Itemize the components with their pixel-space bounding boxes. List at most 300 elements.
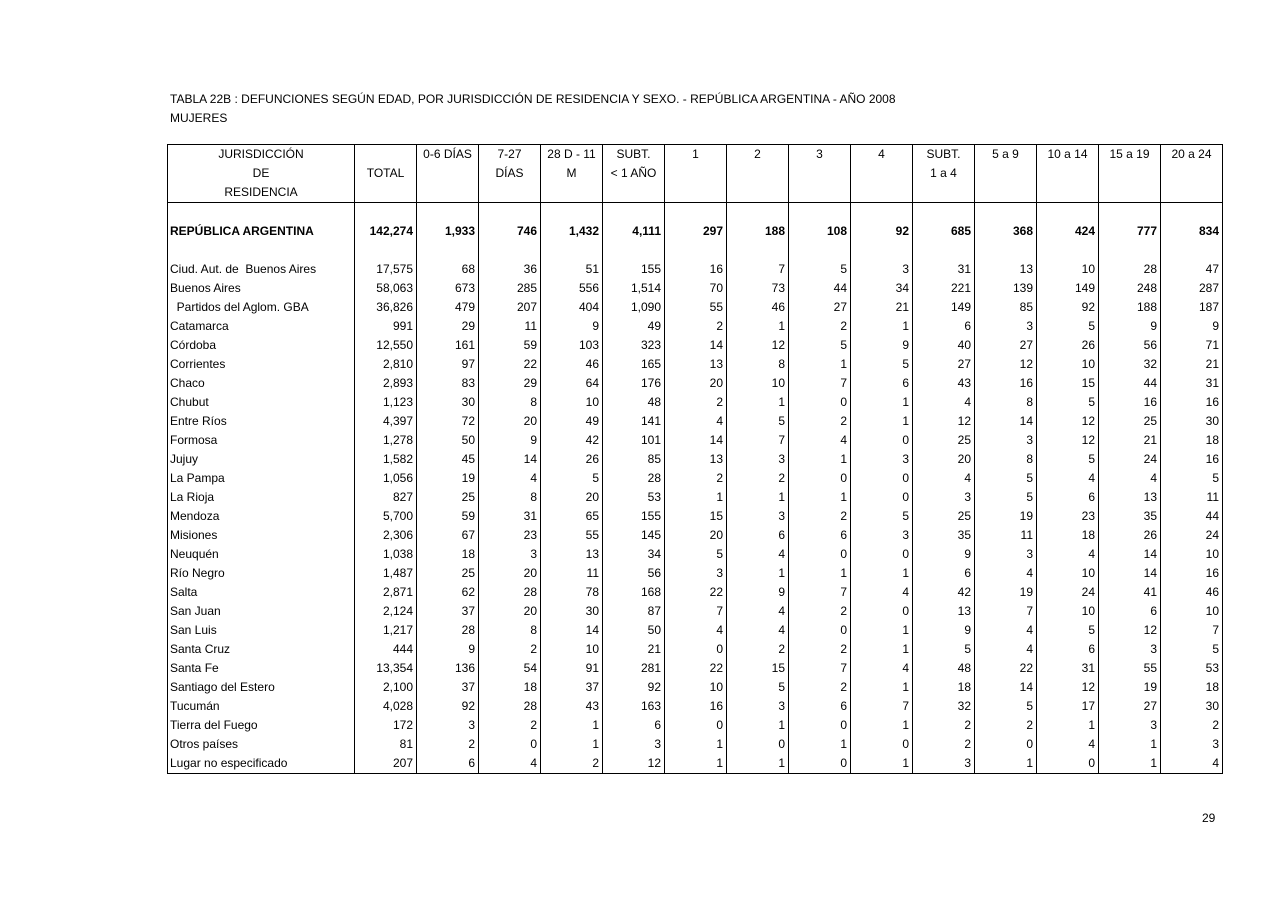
value-cell: 24 xyxy=(1161,526,1223,545)
header-cell: 5 a 9 xyxy=(975,145,1037,165)
value-cell: 4 xyxy=(1037,469,1099,488)
value-cell: 4 xyxy=(479,754,541,774)
deaths-table xyxy=(167,144,1223,774)
jurisdiction-cell: Santa Cruz xyxy=(168,640,355,659)
value-cell: 23 xyxy=(479,526,541,545)
value-cell: 55 xyxy=(1099,659,1161,678)
table-row xyxy=(168,697,1223,716)
spacer-cell xyxy=(851,242,913,260)
value-cell: 1 xyxy=(541,716,603,735)
spacer-cell xyxy=(1037,242,1099,260)
jurisdiction-cell: Corrientes xyxy=(168,355,355,374)
spacer-cell xyxy=(665,242,727,260)
value-cell: 37 xyxy=(417,602,479,621)
value-cell: 31 xyxy=(479,507,541,526)
value-cell: 1 xyxy=(727,488,789,507)
value-cell: 2 xyxy=(789,640,851,659)
value-cell: 15 xyxy=(1037,374,1099,393)
value-cell: 10 xyxy=(1037,564,1099,583)
value-cell: 18 xyxy=(1161,431,1223,450)
value-cell: 19 xyxy=(975,507,1037,526)
header-cell xyxy=(789,164,851,183)
value-cell: 5 xyxy=(975,469,1037,488)
value-cell: 4 xyxy=(913,393,975,412)
value-cell: 10 xyxy=(1161,545,1223,564)
table-row xyxy=(168,488,1223,507)
value-cell: 0 xyxy=(789,393,851,412)
value-cell: 3 xyxy=(1099,640,1161,659)
value-cell: 142,274 xyxy=(355,221,417,242)
value-cell: 7 xyxy=(789,659,851,678)
value-cell: 4 xyxy=(789,431,851,450)
value-cell: 6 xyxy=(913,564,975,583)
value-cell: 92 xyxy=(417,697,479,716)
jurisdiction-cell: Jujuy xyxy=(168,450,355,469)
value-cell: 287 xyxy=(1161,279,1223,298)
value-cell: 21 xyxy=(1099,431,1161,450)
value-cell: 26 xyxy=(1099,526,1161,545)
value-cell: 248 xyxy=(1099,279,1161,298)
value-cell: 59 xyxy=(417,507,479,526)
value-cell: 70 xyxy=(665,279,727,298)
table-row xyxy=(168,431,1223,450)
value-cell: 10 xyxy=(541,393,603,412)
value-cell: 10 xyxy=(727,374,789,393)
value-cell: 20 xyxy=(913,450,975,469)
table-row xyxy=(168,279,1223,298)
jurisdiction-cell: Córdoba xyxy=(168,336,355,355)
value-cell: 6 xyxy=(1037,488,1099,507)
value-cell: 6 xyxy=(727,526,789,545)
value-cell: 58,063 xyxy=(355,279,417,298)
value-cell: 21 xyxy=(603,640,665,659)
value-cell: 49 xyxy=(541,412,603,431)
value-cell: 18 xyxy=(1161,678,1223,697)
value-cell: 3 xyxy=(1099,716,1161,735)
value-cell: 54 xyxy=(479,659,541,678)
value-cell: 2 xyxy=(479,640,541,659)
table-row xyxy=(168,374,1223,393)
value-cell: 4 xyxy=(1037,735,1099,754)
header-cell: M xyxy=(541,164,603,183)
value-cell: 827 xyxy=(355,488,417,507)
value-cell: 47 xyxy=(1161,260,1223,279)
value-cell: 0 xyxy=(975,735,1037,754)
value-cell: 10 xyxy=(665,678,727,697)
value-cell: 9 xyxy=(913,545,975,564)
jurisdiction-cell: La Rioja xyxy=(168,488,355,507)
jurisdiction-cell: San Luis xyxy=(168,621,355,640)
value-cell: 25 xyxy=(417,564,479,583)
value-cell: 1 xyxy=(727,564,789,583)
jurisdiction-cell: Otros países xyxy=(168,735,355,754)
table-row xyxy=(168,526,1223,545)
header-cell xyxy=(417,183,479,203)
value-cell: 8 xyxy=(727,355,789,374)
value-cell: 7 xyxy=(789,374,851,393)
jurisdiction-cell: Ciud. Aut. de Buenos Aires xyxy=(168,260,355,279)
value-cell: 91 xyxy=(541,659,603,678)
value-cell: 444 xyxy=(355,640,417,659)
value-cell: 9 xyxy=(913,621,975,640)
value-cell: 0 xyxy=(851,602,913,621)
value-cell: 9 xyxy=(727,583,789,602)
value-cell: 1,582 xyxy=(355,450,417,469)
table-row xyxy=(168,298,1223,317)
value-cell: 30 xyxy=(417,393,479,412)
value-cell: 0 xyxy=(665,716,727,735)
value-cell: 12,550 xyxy=(355,336,417,355)
value-cell: 68 xyxy=(417,260,479,279)
value-cell: 4 xyxy=(913,469,975,488)
table-row xyxy=(168,507,1223,526)
value-cell: 1 xyxy=(727,393,789,412)
jurisdiction-cell: Tierra del Fuego xyxy=(168,716,355,735)
value-cell: 1 xyxy=(789,564,851,583)
header-cell xyxy=(355,145,417,165)
value-cell: 2,306 xyxy=(355,526,417,545)
jurisdiction-cell: Misiones xyxy=(168,526,355,545)
value-cell: 1 xyxy=(727,317,789,336)
value-cell: 22 xyxy=(479,355,541,374)
value-cell: 2 xyxy=(913,716,975,735)
table-row xyxy=(168,317,1223,336)
table-subtitle: MUJERES xyxy=(170,111,228,125)
value-cell: 16 xyxy=(1161,450,1223,469)
value-cell: 16 xyxy=(1161,564,1223,583)
value-cell: 168 xyxy=(603,583,665,602)
value-cell: 3 xyxy=(975,317,1037,336)
header-cell: 3 xyxy=(789,145,851,165)
value-cell: 2,810 xyxy=(355,355,417,374)
header-cell xyxy=(975,183,1037,203)
table-row xyxy=(168,754,1223,774)
value-cell: 20 xyxy=(479,602,541,621)
value-cell: 3 xyxy=(851,526,913,545)
value-cell: 2 xyxy=(665,317,727,336)
value-cell: 108 xyxy=(789,221,851,242)
value-cell: 1,933 xyxy=(417,221,479,242)
spacer-row xyxy=(168,242,1223,260)
value-cell: 141 xyxy=(603,412,665,431)
value-cell: 30 xyxy=(1161,412,1223,431)
jurisdiction-cell: Buenos Aires xyxy=(168,279,355,298)
value-cell: 1 xyxy=(789,488,851,507)
value-cell: 14 xyxy=(1099,564,1161,583)
value-cell: 19 xyxy=(1099,678,1161,697)
value-cell: 6 xyxy=(913,317,975,336)
value-cell: 1,432 xyxy=(541,221,603,242)
value-cell: 6 xyxy=(1037,640,1099,659)
table-row xyxy=(168,678,1223,697)
value-cell: 1 xyxy=(851,716,913,735)
value-cell: 0 xyxy=(851,488,913,507)
value-cell: 40 xyxy=(913,336,975,355)
value-cell: 26 xyxy=(541,450,603,469)
value-cell: 30 xyxy=(541,602,603,621)
value-cell: 7 xyxy=(727,431,789,450)
value-cell: 10 xyxy=(1037,260,1099,279)
value-cell: 15 xyxy=(665,507,727,526)
value-cell: 2 xyxy=(1161,716,1223,735)
value-cell: 7 xyxy=(1161,621,1223,640)
value-cell: 6 xyxy=(1099,602,1161,621)
value-cell: 3 xyxy=(417,716,479,735)
value-cell: 31 xyxy=(913,260,975,279)
value-cell: 2 xyxy=(479,716,541,735)
value-cell: 5 xyxy=(1037,393,1099,412)
value-cell: 19 xyxy=(417,469,479,488)
value-cell: 1,217 xyxy=(355,621,417,640)
value-cell: 10 xyxy=(541,640,603,659)
table-row xyxy=(168,564,1223,583)
value-cell: 2 xyxy=(789,602,851,621)
value-cell: 65 xyxy=(541,507,603,526)
value-cell: 4 xyxy=(975,564,1037,583)
spacer-cell xyxy=(603,203,665,222)
jurisdiction-cell: Santiago del Estero xyxy=(168,678,355,697)
value-cell: 1 xyxy=(789,355,851,374)
value-cell: 1 xyxy=(665,735,727,754)
value-cell: 5 xyxy=(1037,621,1099,640)
value-cell: 26 xyxy=(1037,336,1099,355)
spacer-cell xyxy=(851,203,913,222)
value-cell: 149 xyxy=(1037,279,1099,298)
spacer-cell xyxy=(168,203,355,222)
header-cell: 7-27 xyxy=(479,145,541,165)
value-cell: 16 xyxy=(1161,393,1223,412)
value-cell: 9 xyxy=(417,640,479,659)
value-cell: 3 xyxy=(665,564,727,583)
value-cell: 1 xyxy=(851,621,913,640)
value-cell: 14 xyxy=(665,431,727,450)
header-cell: 15 a 19 xyxy=(1099,145,1161,165)
value-cell: 73 xyxy=(727,279,789,298)
value-cell: 31 xyxy=(1161,374,1223,393)
header-cell: TOTAL xyxy=(355,164,417,183)
table-row xyxy=(168,545,1223,564)
value-cell: 14 xyxy=(541,621,603,640)
header-cell: RESIDENCIA xyxy=(168,183,355,203)
value-cell: 8 xyxy=(975,450,1037,469)
jurisdiction-cell: REPÚBLICA ARGENTINA xyxy=(168,221,355,242)
value-cell: 4 xyxy=(975,640,1037,659)
value-cell: 0 xyxy=(1037,754,1099,774)
value-cell: 22 xyxy=(665,583,727,602)
value-cell: 5 xyxy=(727,412,789,431)
value-cell: 1 xyxy=(727,754,789,774)
value-cell: 20 xyxy=(479,564,541,583)
value-cell: 2 xyxy=(789,412,851,431)
value-cell: 21 xyxy=(1161,355,1223,374)
value-cell: 0 xyxy=(789,621,851,640)
value-cell: 12 xyxy=(1037,412,1099,431)
value-cell: 7 xyxy=(851,697,913,716)
header-cell xyxy=(1161,164,1223,183)
value-cell: 3 xyxy=(727,697,789,716)
value-cell: 18 xyxy=(913,678,975,697)
value-cell: 188 xyxy=(727,221,789,242)
jurisdiction-cell: La Pampa xyxy=(168,469,355,488)
value-cell: 53 xyxy=(1161,659,1223,678)
value-cell: 8 xyxy=(479,488,541,507)
value-cell: 1 xyxy=(851,754,913,774)
value-cell: 297 xyxy=(665,221,727,242)
value-cell: 13 xyxy=(665,450,727,469)
spacer-cell xyxy=(1161,242,1223,260)
spacer-cell xyxy=(541,203,603,222)
value-cell: 368 xyxy=(975,221,1037,242)
value-cell: 20 xyxy=(541,488,603,507)
table-title-block xyxy=(170,90,896,128)
value-cell: 13,354 xyxy=(355,659,417,678)
value-cell: 14 xyxy=(1099,545,1161,564)
spacer-cell xyxy=(479,242,541,260)
header-cell: 0-6 DÍAS xyxy=(417,145,479,165)
header-cell xyxy=(727,183,789,203)
value-cell: 4 xyxy=(727,621,789,640)
jurisdiction-cell: Partidos del Aglom. GBA xyxy=(168,298,355,317)
value-cell: 3 xyxy=(851,260,913,279)
table-row xyxy=(168,735,1223,754)
value-cell: 13 xyxy=(665,355,727,374)
value-cell: 12 xyxy=(1037,431,1099,450)
spacer-cell xyxy=(417,242,479,260)
value-cell: 4 xyxy=(479,469,541,488)
value-cell: 55 xyxy=(541,526,603,545)
value-cell: 4,397 xyxy=(355,412,417,431)
value-cell: 3 xyxy=(975,545,1037,564)
value-cell: 92 xyxy=(851,221,913,242)
header-cell xyxy=(603,183,665,203)
jurisdiction-cell: Salta xyxy=(168,583,355,602)
value-cell: 13 xyxy=(1099,488,1161,507)
header-cell: < 1 AÑO xyxy=(603,164,665,183)
table-row xyxy=(168,716,1223,735)
value-cell: 6 xyxy=(851,374,913,393)
value-cell: 10 xyxy=(1161,602,1223,621)
value-cell: 1 xyxy=(665,488,727,507)
value-cell: 0 xyxy=(789,754,851,774)
jurisdiction-cell: Catamarca xyxy=(168,317,355,336)
value-cell: 13 xyxy=(913,602,975,621)
value-cell: 834 xyxy=(1161,221,1223,242)
value-cell: 8 xyxy=(975,393,1037,412)
value-cell: 92 xyxy=(1037,298,1099,317)
header-cell xyxy=(789,183,851,203)
value-cell: 24 xyxy=(1037,583,1099,602)
value-cell: 42 xyxy=(541,431,603,450)
value-cell: 3 xyxy=(913,488,975,507)
value-cell: 92 xyxy=(603,678,665,697)
value-cell: 25 xyxy=(417,488,479,507)
value-cell: 50 xyxy=(603,621,665,640)
header-cell xyxy=(417,164,479,183)
value-cell: 2,124 xyxy=(355,602,417,621)
value-cell: 14 xyxy=(479,450,541,469)
value-cell: 4,028 xyxy=(355,697,417,716)
value-cell: 1 xyxy=(851,564,913,583)
value-cell: 12 xyxy=(727,336,789,355)
value-cell: 207 xyxy=(479,298,541,317)
value-cell: 27 xyxy=(789,298,851,317)
value-cell: 0 xyxy=(851,469,913,488)
value-cell: 34 xyxy=(851,279,913,298)
value-cell: 18 xyxy=(1037,526,1099,545)
value-cell: 28 xyxy=(479,583,541,602)
value-cell: 2,871 xyxy=(355,583,417,602)
header-cell xyxy=(665,164,727,183)
header-cell: 1 a 4 xyxy=(913,164,975,183)
value-cell: 25 xyxy=(1099,412,1161,431)
value-cell: 0 xyxy=(851,735,913,754)
value-cell: 44 xyxy=(1099,374,1161,393)
value-cell: 20 xyxy=(479,412,541,431)
spacer-cell xyxy=(417,203,479,222)
value-cell: 11 xyxy=(479,317,541,336)
value-cell: 43 xyxy=(913,374,975,393)
jurisdiction-cell: San Juan xyxy=(168,602,355,621)
value-cell: 51 xyxy=(541,260,603,279)
spacer-cell xyxy=(541,242,603,260)
header-cell: 10 a 14 xyxy=(1037,145,1099,165)
value-cell: 9 xyxy=(851,336,913,355)
table-row xyxy=(168,260,1223,279)
spacer-cell xyxy=(975,242,1037,260)
value-cell: 2 xyxy=(665,393,727,412)
spacer-cell xyxy=(727,242,789,260)
value-cell: 22 xyxy=(975,659,1037,678)
value-cell: 2 xyxy=(541,754,603,774)
value-cell: 746 xyxy=(479,221,541,242)
value-cell: 0 xyxy=(479,735,541,754)
header-cell xyxy=(727,164,789,183)
jurisdiction-cell: Santa Fe xyxy=(168,659,355,678)
value-cell: 4 xyxy=(665,621,727,640)
value-cell: 3 xyxy=(479,545,541,564)
value-cell: 97 xyxy=(417,355,479,374)
value-cell: 7 xyxy=(975,602,1037,621)
jurisdiction-cell: Lugar no especificado xyxy=(168,754,355,774)
value-cell: 0 xyxy=(665,640,727,659)
table-row xyxy=(168,583,1223,602)
value-cell: 11 xyxy=(541,564,603,583)
value-cell: 53 xyxy=(603,488,665,507)
header-cell: SUBT. xyxy=(603,145,665,165)
value-cell: 5 xyxy=(1161,640,1223,659)
value-cell: 16 xyxy=(665,697,727,716)
value-cell: 46 xyxy=(1161,583,1223,602)
value-cell: 176 xyxy=(603,374,665,393)
value-cell: 48 xyxy=(603,393,665,412)
value-cell: 83 xyxy=(417,374,479,393)
jurisdiction-cell: Entre Ríos xyxy=(168,412,355,431)
value-cell: 0 xyxy=(851,545,913,564)
spacer-cell xyxy=(1037,203,1099,222)
table-row xyxy=(168,469,1223,488)
value-cell: 991 xyxy=(355,317,417,336)
value-cell: 1,487 xyxy=(355,564,417,583)
value-cell: 556 xyxy=(541,279,603,298)
jurisdiction-cell: Tucumán xyxy=(168,697,355,716)
total-row xyxy=(168,221,1223,242)
value-cell: 172 xyxy=(355,716,417,735)
value-cell: 221 xyxy=(913,279,975,298)
value-cell: 1,123 xyxy=(355,393,417,412)
header-cell xyxy=(913,183,975,203)
header-cell: JURISDICCIÓN xyxy=(168,145,355,165)
value-cell: 188 xyxy=(1099,298,1161,317)
